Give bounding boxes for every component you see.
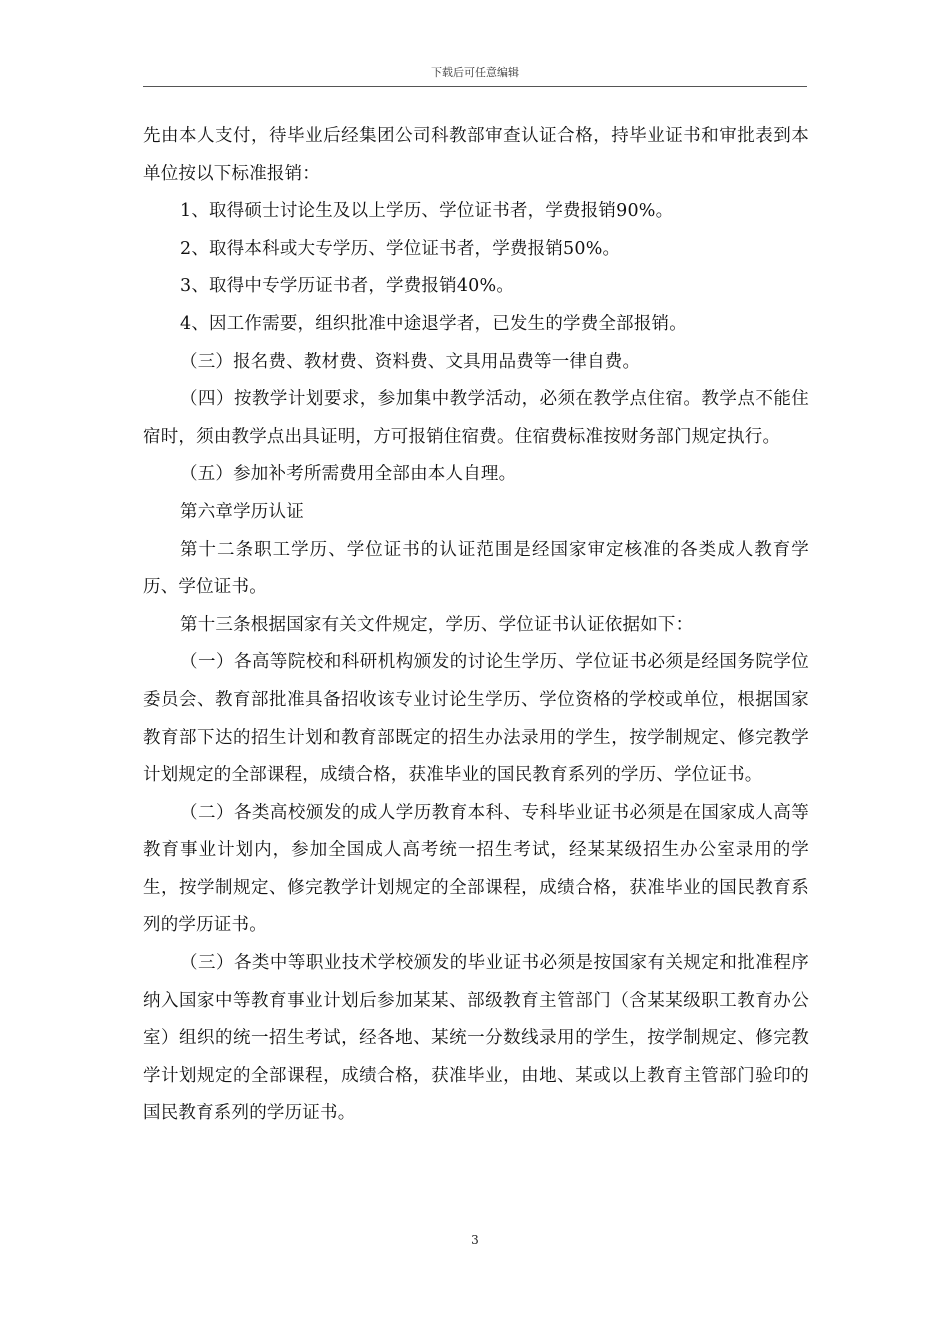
document-body bbox=[143, 118, 809, 1133]
list-item-reimbursement-4: 4、因工作需要，组织批准中途退学者，已发生的学费全部报销。 bbox=[180, 313, 687, 334]
chapter-heading: 第六章学历认证 bbox=[180, 501, 304, 522]
page-header: 下载后可任意编辑 bbox=[431, 66, 519, 79]
paragraph-clause-2: （二）各类高校颁发的成人学历教育本科、专科毕业证书必须是在国家成人高等教育事业计划内，参加全国成人高考统一招生考试，经某某级招生办公室录用的学生，按学制规定、修完教学计划规定的全部课程，成绩合格，获准毕业的国民教育系列的学历证书。 bbox=[143, 802, 809, 936]
list-item-reimbursement-1: 1、取得硕士讨论生及以上学历、学位证书者，学费报销90%。 bbox=[180, 201, 674, 222]
paragraph-continuation: 先由本人支付，待毕业后经集团公司科教部审查认证合格，持毕业证书和审批表到本单位按以下标准报销： bbox=[143, 126, 809, 184]
paragraph-clause-1: （一）各高等院校和科研机构颁发的讨论生学历、学位证书必须是经国务院学位委员会、教育部批准具备招收该专业讨论生学历、学位资格的学校或单位，根据国家教育部下达的招生计划和教育部既定的招生办法录用的学生，按学制规定、修完教学计划规定的全部课程，成绩合格，获准毕业的国民教育系列的学历、学位证书。 bbox=[143, 652, 809, 786]
list-item-reimbursement-2: 2、取得本科或大专学历、学位证书者，学费报销50%。 bbox=[180, 238, 621, 259]
article-12: 第十二条职工学历、学位证书的认证范围是经国家审定核准的各类成人教育学历、学位证书。 bbox=[143, 539, 809, 598]
paragraph-clause-3: （三）各类中等职业技术学校颁发的毕业证书必须是按国家有关规定和批准程序纳入国家中等教育事业计划后参加某某、部级教育主管部门（含某某级职工教育办公室）组织的统一招生考试，经各地、某统一分数线录用的学生，按学制规定、修完教学计划规定的全部课程，成绩合格，获准毕业，由地、某或以上教育主管部门验印的国民教育系列的学历证书。 bbox=[143, 953, 809, 1124]
paragraph-section-3: （三）报名费、教材费、资料费、文具用品费等一律自费。 bbox=[180, 351, 641, 372]
page-number: 3 bbox=[471, 1233, 479, 1247]
header-divider bbox=[143, 86, 807, 87]
list-item-reimbursement-3: 3、取得中专学历证书者，学费报销40%。 bbox=[180, 276, 515, 297]
paragraph-section-5: （五）参加补考所需费用全部由本人自理。 bbox=[180, 464, 517, 485]
paragraph-section-4: （四）按教学计划要求，参加集中教学活动，必须在教学点住宿。教学点不能住宿时，须由教学点出具证明，方可报销住宿费。住宿费标准按财务部门规定执行。 bbox=[143, 389, 809, 447]
article-13: 第十三条根据国家有关文件规定，学历、学位证书认证依据如下： bbox=[180, 614, 694, 635]
